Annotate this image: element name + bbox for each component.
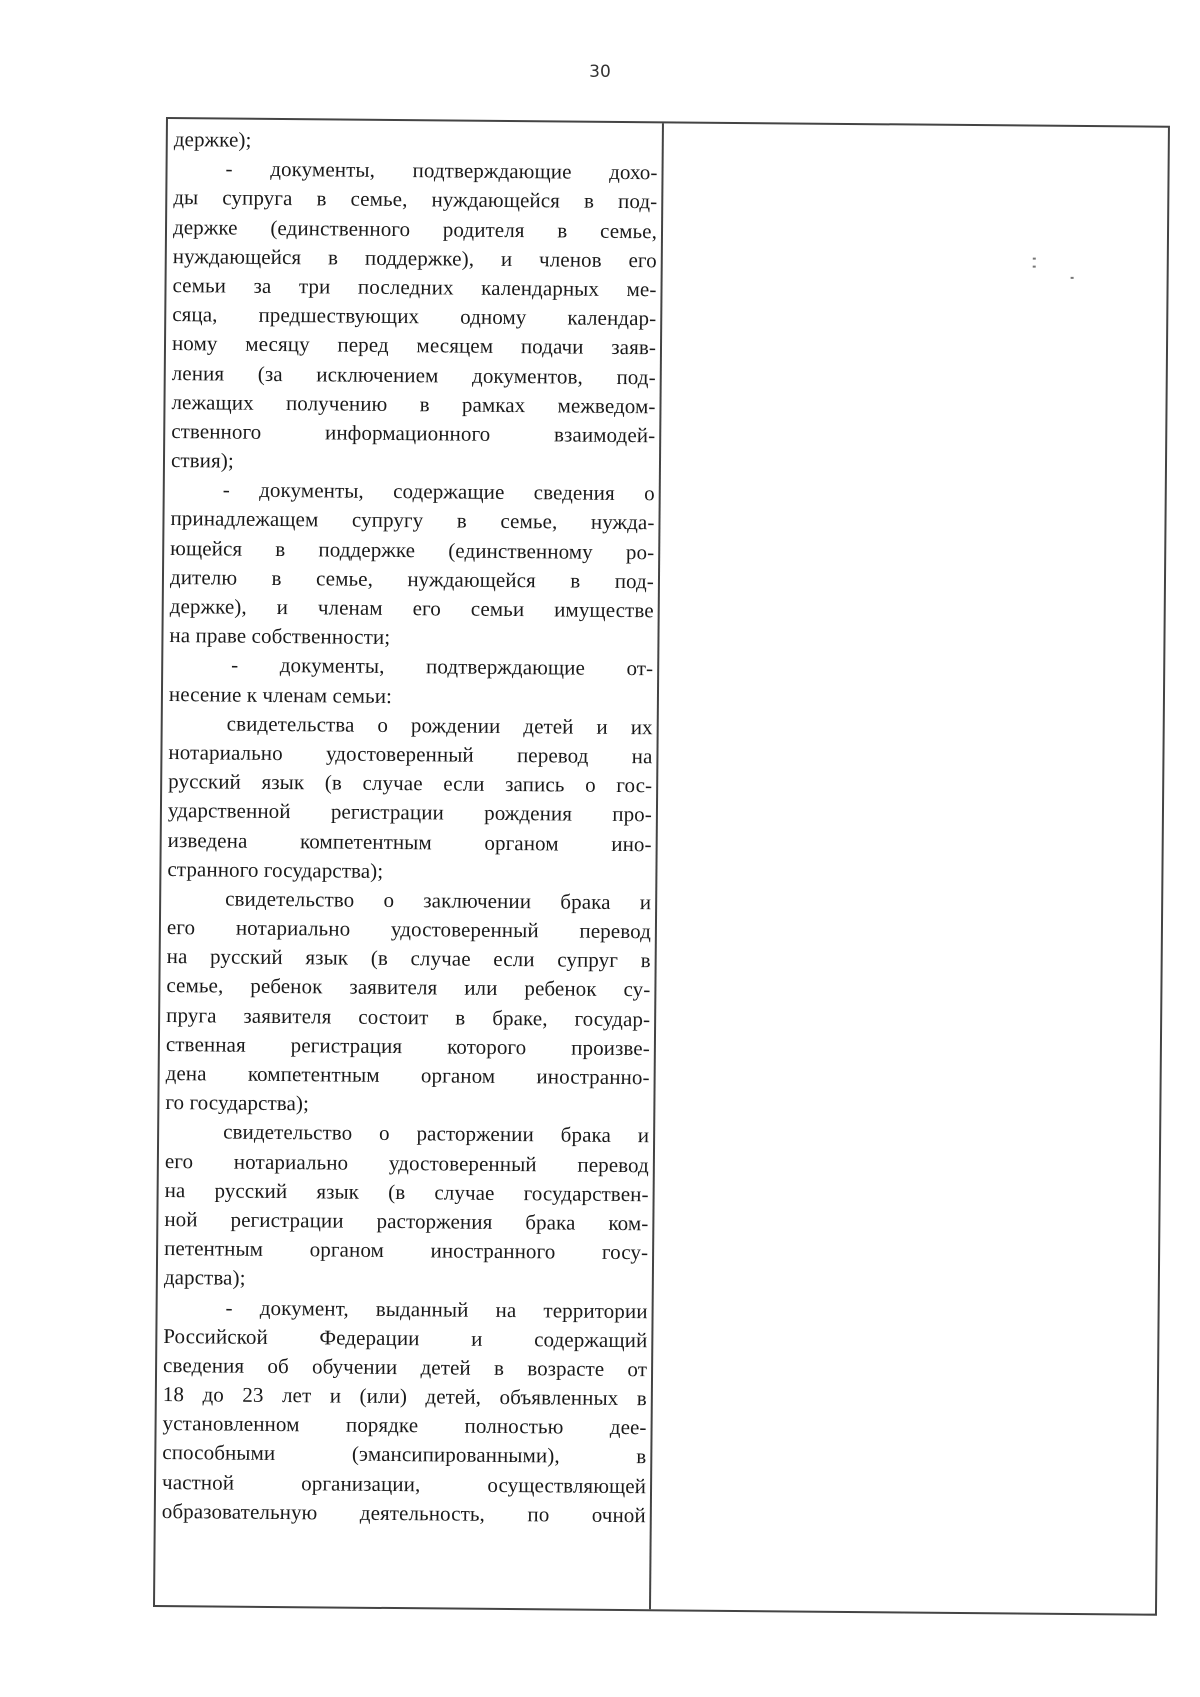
- text-line: сведения об обучении детей в возрасте от: [163, 1352, 648, 1382]
- text-line: образовательную деятельность, по очной: [161, 1498, 646, 1528]
- text-line: пруга заявителя состоит в браке, государ-: [166, 1002, 651, 1031]
- text-line: на русский язык (в случае государствен-: [164, 1177, 649, 1207]
- text-line: свидетельство о заключении брака и: [225, 886, 652, 915]
- text-line: принадлежащем супругу в семье, нужда-: [170, 506, 655, 535]
- text-line: ствия);: [170, 448, 234, 473]
- document-table: [153, 117, 1170, 1616]
- text-line: го государства);: [165, 1090, 310, 1116]
- text-line: дителю в семье, нуждающейся в под-: [169, 564, 655, 594]
- text-line: петентным органом иностранного госу-: [164, 1236, 649, 1265]
- page-number: 30: [589, 62, 611, 82]
- text-line: свидетельство о расторжении брака и: [223, 1119, 650, 1148]
- text-line: семьи за три последних календарных ме-: [172, 273, 657, 302]
- text-line: свидетельства о рождении детей и их: [226, 711, 653, 740]
- scan-speck: [1033, 266, 1036, 268]
- text-line: сяца, предшествующих одному календар-: [172, 302, 657, 331]
- text-line: ной регистрации расторжения брака ком-: [164, 1206, 649, 1236]
- text-line: изведена компетентным органом ино-: [167, 827, 652, 856]
- scan-speck: [1033, 258, 1036, 260]
- text-line: странного государства);: [167, 856, 384, 883]
- text-line: - документ, выданный на территории: [225, 1295, 648, 1323]
- text-line: несение к членам семьи:: [168, 681, 393, 708]
- scan-speck: [1071, 277, 1074, 279]
- text-line: держке);: [173, 127, 252, 152]
- text-line: семье, ребенок заявителя или ребенок су-: [166, 973, 651, 1002]
- text-line: установленном порядке полностью дее-: [162, 1411, 647, 1440]
- text-line: - документы, подтверждающие от-: [231, 652, 654, 681]
- text-line: держке (единственного родителя в семье,: [172, 214, 658, 243]
- text-line: лежащих получению в рамках межведом-: [171, 389, 656, 418]
- text-line: дена компетентным органом иностранно-: [165, 1061, 650, 1090]
- text-line: ды супруга в семье, нуждающейся в под-: [173, 185, 658, 214]
- text-line: ственная регистрация которого произве-: [165, 1031, 650, 1061]
- text-line: ному месяцу перед месяцем подачи заяв-: [171, 331, 657, 360]
- text-line: ющейся в поддержке (единственному ро-: [170, 535, 655, 564]
- text-line: ственного информационного взаимодей-: [171, 418, 656, 448]
- text-line: его нотариально удостоверенный перевод: [166, 915, 652, 944]
- text-line: его нотариально удостоверенный перевод: [164, 1148, 649, 1177]
- text-line: нотариально удостоверенный перевод на: [168, 739, 653, 769]
- text-line: ударственной регистрации рождения про-: [167, 798, 653, 827]
- table-left-cell: [161, 125, 658, 1609]
- text-line: Российской Федерации и содержащий: [163, 1323, 648, 1352]
- text-line: частной организации, осуществляющей: [161, 1469, 647, 1498]
- text-line: держке), и членам его семьи имуществе: [169, 594, 654, 623]
- text-line: 18 до 23 лет и (или) детей, объявленных в: [162, 1382, 647, 1411]
- text-line: русский язык (в случае если запись о гос-: [168, 769, 653, 798]
- text-line: нуждающейся в поддержке), и членов его: [172, 243, 657, 273]
- text-line: дарства);: [163, 1265, 246, 1291]
- text-line: - документы, содержащие сведения о: [222, 477, 655, 506]
- text-line: ления (за исключением документов, под-: [171, 360, 656, 389]
- text-line: способными (эмансипированными), в: [162, 1440, 647, 1469]
- text-line: на праве собственности;: [169, 623, 391, 650]
- text-line: на русский язык (в случае если супруг в: [166, 944, 651, 973]
- text-line: - документы, подтверждающие дохо-: [225, 156, 658, 185]
